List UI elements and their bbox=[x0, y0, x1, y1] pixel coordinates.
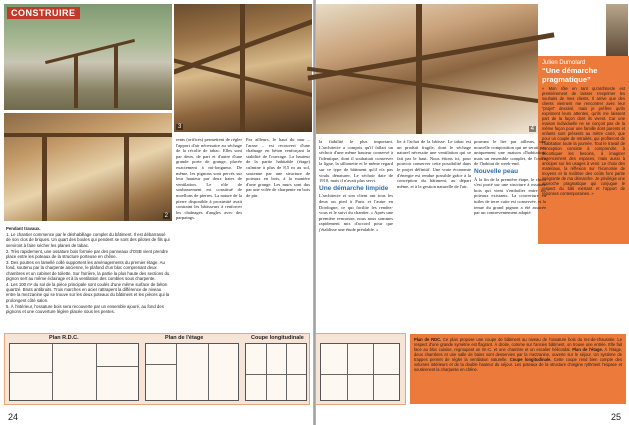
caption-title: Pendant travaux. bbox=[6, 226, 41, 231]
text-column-right-3 bbox=[474, 139, 546, 218]
plan-etage-label: Plan de l'étage bbox=[165, 335, 204, 341]
wall bbox=[176, 344, 177, 400]
photo-chantier bbox=[4, 4, 172, 110]
photo-structure bbox=[174, 4, 312, 132]
plan-etage bbox=[145, 343, 239, 401]
wall bbox=[52, 344, 53, 400]
rafter bbox=[307, 67, 555, 106]
subhead-demarche: Une démarche limpide bbox=[319, 184, 389, 192]
architect-name: Julien Dumolard bbox=[542, 60, 586, 66]
plan-coupe-continued bbox=[320, 343, 400, 401]
caption-item: 3. Des poutres en lamellé collé supportent les aménagements du premier étage. Au fond, soutenu par la charpente ancienne, le plafond d'un bloc comprenant deux chambres et un cabinet de toilette. Sur l'arrière, la partie la plus haute des sections du pignon sert au même éclairage et à la ventilation des combles sous charpente. bbox=[6, 260, 170, 281]
post bbox=[74, 54, 78, 108]
right-page bbox=[316, 0, 629, 425]
plan-rdc bbox=[9, 343, 139, 401]
paragraph: rents (orifices) permettent de régler l'apport d'air nécessaire au séchage de la récolte de tabac. Elles sont par deux, de part et d'autre d'une grande porte de grange, placée exactement à mi-longueur. De même, les pignons sont percés sur leur hauteur par deux baies de ventilation. Le rôle de soubassement est constitué de moellons de pierres. La nature de la pierre disponible à proximité avait contraint les bâtisseurs à renforcer les chaînages d'angles avec des parpaings. bbox=[176, 137, 242, 221]
photo-captions bbox=[6, 226, 171, 315]
plans-band-continuation bbox=[316, 333, 406, 405]
wall bbox=[146, 364, 176, 365]
beam bbox=[4, 133, 172, 137]
interview-text: « Mon rôle en tant qu'architecte est premièrement de laisser s'exprimer les souhaits de mes clients. Il arrive que des clients viennent me rencontrer avec leur “projet” dessiné, mais je préfère qu'ils expriment leurs attentes, qu'ils me laissent part de la façon dont ils vivent. Car une maison individuelle ne se conçoit pas de la même façon pour une famille dont parents et enfants sont présents au mètre carré, que pour un couple de retraités, qui profiteront de l'habitation toute la journée. Tout le travail de conception consiste à comprendre, à décortiquer les besoins, à imaginer l'agencement des espaces, mais aussi à anticiper sur les usages à venir. Le choix des matériaux, la réflexion sur l'économie de moyens et la maîtrise des coûts font partie intégrante de ma démarche. Je privilégie une approche pragmatique qui conjugue le respect du bâti existant et l'apport de réponses contemporaines. » bbox=[542, 86, 625, 196]
photo-interior-finished bbox=[316, 4, 538, 134]
roof-beam bbox=[45, 39, 135, 64]
page-number-right: 25 bbox=[610, 412, 621, 422]
caption-rdc-head: Plan de RDC. bbox=[414, 337, 442, 342]
caption-item: 2. Très rapidement, une ossature bois formée par des panneaux d'OSB vient prendre place entre les poteaux de la structure porteuse en chêne. bbox=[6, 248, 169, 260]
post bbox=[114, 44, 118, 108]
paragraph: À la fin de la première étape, le choix s'est porté sur une structure à ossature bois qui vient s'emboîter entre les poteaux existants. La couverture en tuiles de terre cuite est conservée, et la tenue du grand pignon a été assurée par un contreventement adapté. bbox=[474, 176, 546, 216]
post bbox=[240, 4, 245, 132]
caption-coupe-head: Coupe longitudinale. bbox=[509, 357, 552, 362]
floor-line bbox=[321, 374, 399, 375]
plan-coupe bbox=[245, 343, 307, 401]
caption-item: 4. Les 100 m² du sol de la pièce principale sont coulés d'une même surface de béton quartzé. Bruts antibruits. Trois marches en acier rattrapent la différence de niveau entre la mezzanine qui se trouve sur les deux poteaux du bâtiment et les pièces qui la prolongent côté salon. bbox=[6, 282, 170, 303]
plan-rdc-label: Plan R.D.C. bbox=[49, 335, 79, 341]
post-line bbox=[286, 344, 287, 400]
text-column-left-2 bbox=[246, 137, 310, 201]
photo-interior-work bbox=[4, 113, 172, 221]
subhead-nouvelle-peau: Nouvelle peau bbox=[474, 167, 519, 175]
caption-etage-head: Plan de l'étage. bbox=[572, 347, 603, 352]
post bbox=[124, 137, 129, 221]
paragraph: Par ailleurs, le haut du mur – l'arase – est recouvert d'une chaînage en béton renforçant la stabilité de l'ouvrage. La hauteur de la partie habitable (étage) culmine à plus de 8,5 m au sol, soutenue par une structure de poteaux en bois, à la manière d'une grange. Les murs sont dus par une volée de charpente en bois de pin. bbox=[246, 137, 310, 198]
wall bbox=[10, 372, 52, 373]
wall bbox=[208, 344, 209, 400]
post bbox=[42, 137, 47, 221]
plans-caption bbox=[410, 334, 626, 404]
paragraph: pouvant le lire par ailleurs, une nouvelle composition qui ne serait pas uniquement une maison d'habitation, mais un ensemble complet, de l'ordre de l'habitat de week-end. bbox=[474, 139, 546, 167]
text-column-right-2 bbox=[397, 139, 471, 191]
left-page bbox=[0, 0, 313, 425]
caption-item: 5. À l'intérieur, l'ossature bois sera recouverte par un ensemble ajouré, au fond des pignons et une couverture légère placée sous les pentes. bbox=[6, 303, 164, 315]
plans-band bbox=[4, 333, 310, 405]
post-line bbox=[347, 344, 348, 400]
caption-item: 1. Le chantier commence par le déshabillage complet du bâtiment. Il est débarrassé de son clos de briques. Un quart des boules qui pendent se sont des pilotes de fils qui serviront à faire sécher les planes de tabac. bbox=[6, 232, 170, 248]
photo-number: 4 bbox=[530, 126, 534, 132]
floor-line bbox=[246, 374, 306, 375]
text-column-left-1 bbox=[176, 137, 242, 223]
wall bbox=[96, 344, 97, 400]
post-line bbox=[373, 344, 374, 400]
caption-rdc-text: Ce plan propose une coupe de bâtiment au niveau de l'ossature bois du rez-de-chaussée. Le respect d'une grande symétrie est flagrant. À droite, comme sur l'ancien bâtiment, on trouve une entrée. Elle fait face au bloc cuisine, regroupant un W.-C. et une chambre et un escalier hélicoïdal. bbox=[414, 337, 622, 352]
paragraph: L'architecte et son client ont tous les deux un pied à Paris et l'autre en Dordogne, ce qui facilite les rendez-vous et le suivi du chantier. « Après une première rencontre, nous nous sommes rapidement mis d'accord pour que j'établisse une étude préalable. » bbox=[319, 193, 393, 232]
post bbox=[416, 4, 422, 134]
architect-portrait bbox=[606, 4, 628, 56]
paragraph: lie à l'achat de la bâtisse. Le tabac est un produit fragile, dont le séchage naturel nécessite une ventilation qui se fait par le haut. Nous étions ici, pour pouvoir conserver cette possibilité dans le projet définitif. Une vraie économie d'énergie est rendue possible grâce à la conception du bâtiment, au départ même, et à la gestion naturelle de l'air. bbox=[397, 139, 471, 189]
photo-number: 3 bbox=[178, 124, 182, 130]
post-line bbox=[266, 344, 267, 400]
caption-etage-text: À l'étage, deux chambres et une salle de bains sont desservies par la mezzanine, ouverte sur le séjour. Un système de trappes permet de régler la ventilation naturelle. bbox=[414, 347, 623, 362]
text-column-right-1 bbox=[319, 139, 393, 235]
wall bbox=[96, 366, 138, 367]
page-number-left: 24 bbox=[8, 412, 19, 422]
photo-number: 2 bbox=[164, 213, 168, 219]
interview-box bbox=[538, 56, 629, 244]
section-kicker: CONSTRUIRE bbox=[7, 7, 80, 19]
interview-title: “Une démarche pragmatique” bbox=[542, 66, 598, 84]
caption-coupe-text: Cette coupe rend bien compte des volumes intérieurs et de la double hauteur du séjour. Les poteaux de la structure d'origine rythment l'espace et soutiennent la charpente en chêne. bbox=[414, 357, 622, 372]
paragraph: la fiabilité le plus important. L'architecte a compris qu'il fallait un séchoir d'une même hauteur conservé à l'identique, dont il souhaitait conserver la ligne, la silhouette et le même regard sur ce type de bâtiment qu'il n'a pas voulu dénaturer. Le séchoir date de 1910, mais il n'avait plus servi. bbox=[319, 139, 393, 184]
plan-coupe-label: Coupe longitudinale bbox=[251, 335, 304, 341]
